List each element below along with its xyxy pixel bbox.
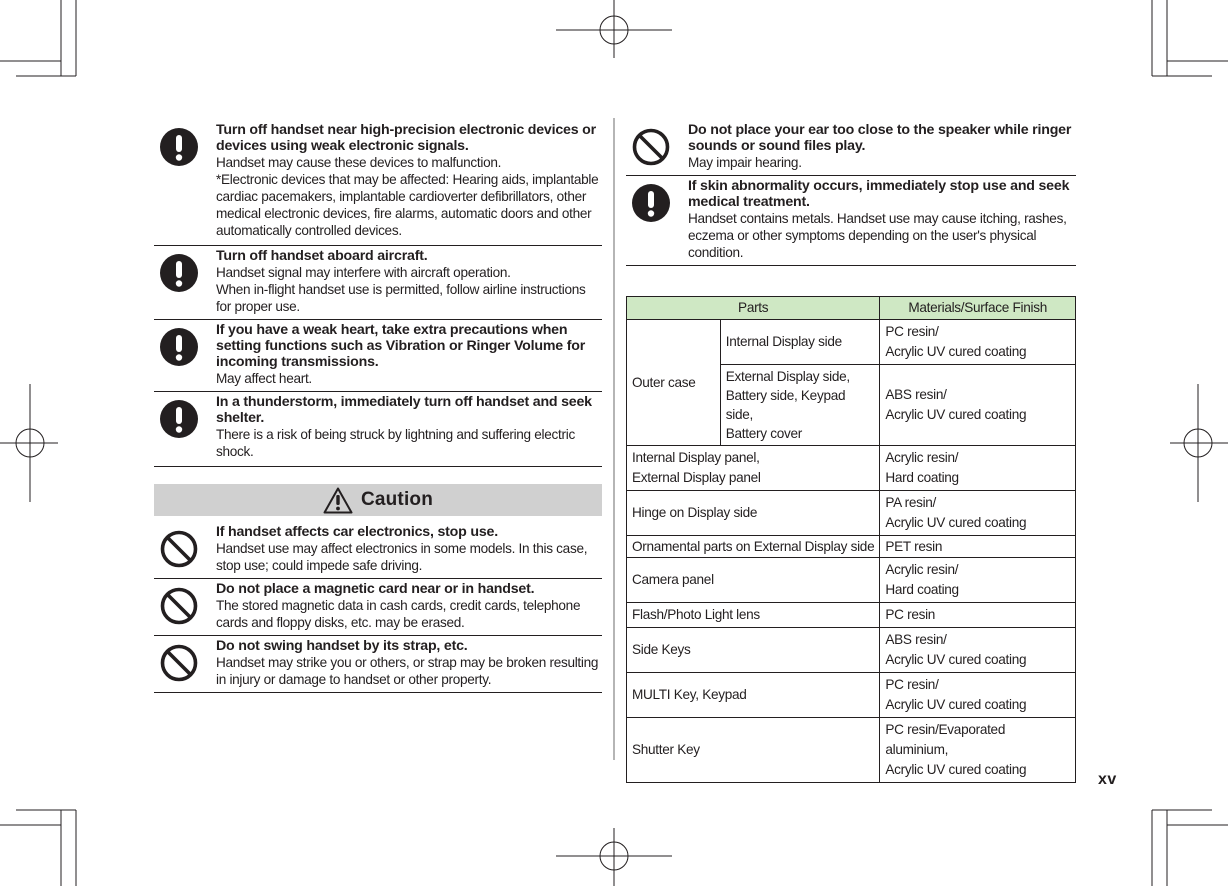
material-line: Acrylic UV cured coating: [885, 697, 1027, 712]
material-line: PC resin/Evaporated aluminium,: [885, 722, 1006, 757]
material-cell: [880, 628, 1076, 673]
part-line: Battery side, Keypad side,: [725, 388, 846, 422]
material-line: Acrylic UV cured coating: [885, 407, 1027, 422]
material-line: Acrylic UV cured coating: [885, 515, 1027, 530]
page-number: xv: [1098, 771, 1117, 788]
material-line: Acrylic UV cured coating: [885, 344, 1027, 359]
part-cell: MULTI Key, Keypad: [627, 673, 880, 718]
item-body: Handset may cause these devices to malfunction.: [216, 155, 502, 170]
item-note: *Electronic devices that may be affected: Hearing aids, implantable cardiac pacemakers, implantable cardioverter defibrillators, other medical electronic devices, fire alarms, automatic doors and other automatically controlled devices.: [216, 172, 599, 238]
part-cell: Camera panel: [627, 558, 880, 603]
prohibited-icon: [160, 644, 198, 682]
part-line: Battery cover: [725, 426, 802, 441]
table-row: [627, 603, 1076, 628]
item-title: Turn off handset near high-precision electronic devices or devices using weak electronic signals.: [216, 122, 596, 154]
table-row: [627, 628, 1076, 673]
prohibited-icon: [160, 530, 198, 568]
column-divider: [613, 118, 615, 760]
warning-item: [154, 120, 602, 246]
material-cell: [880, 558, 1076, 603]
warning-triangle-icon: [323, 487, 353, 514]
table-row: [627, 558, 1076, 603]
material-cell: [880, 718, 1076, 783]
item-title: In a thunderstorm, immediately turn off handset and seek shelter.: [216, 394, 592, 426]
part-cell: Side Keys: [627, 628, 880, 673]
item-body: Handset contains metals. Handset use may cause itching, rashes, eczema or other symptoms depending on the user's physical condition.: [688, 211, 1067, 260]
item-body: The stored magnetic data in cash cards, credit cards, telephone cards and floppy disks, etc. may be erased.: [216, 598, 581, 630]
material-cell: PET resin: [880, 536, 1076, 558]
warning-item: [154, 246, 602, 320]
material-cell: [880, 320, 1076, 365]
item-title: Do not place a magnetic card near or in handset.: [216, 581, 535, 597]
header-materials: Materials/Surface Finish: [880, 297, 1076, 320]
table-row: [627, 718, 1076, 783]
material-line: ABS resin/: [885, 387, 947, 402]
prohibited-icon: [160, 587, 198, 625]
part-cell: Internal Display side: [720, 320, 880, 365]
material-line: PA resin/: [885, 495, 937, 510]
item-title: Turn off handset aboard aircraft.: [216, 248, 428, 264]
item-body: There is a risk of being struck by lightning and suffering electric shock.: [216, 427, 575, 459]
left-column: [154, 120, 602, 693]
item-title: Do not swing handset by its strap, etc.: [216, 638, 468, 654]
part-cell: Ornamental parts on External Display side: [627, 536, 880, 558]
part-cell: [720, 365, 880, 446]
caution-item: [154, 522, 602, 579]
part-line: External Display side,: [725, 369, 850, 384]
caution-label: Caution: [360, 489, 434, 510]
part-line: External Display panel: [632, 470, 761, 485]
table-row: [627, 446, 1076, 491]
part-cell: Flash/Photo Light lens: [627, 603, 880, 628]
material-line: ABS resin/: [885, 632, 947, 647]
item-body: May impair hearing.: [688, 155, 802, 170]
table-row: [627, 320, 1076, 365]
material-line: Acrylic resin/: [885, 450, 959, 465]
item-title: If handset affects car electronics, stop use.: [216, 524, 498, 540]
item-title: If you have a weak heart, take extra precautions when setting functions such as Vibration or Ringer Volume for incoming transmissions.: [216, 322, 586, 370]
material-line: PC resin/: [885, 324, 939, 339]
caution-item: [626, 176, 1076, 266]
material-cell: [880, 491, 1076, 536]
exclamation-icon: [160, 400, 198, 438]
warning-item: [154, 320, 602, 392]
material-line: Hard coating: [885, 470, 959, 485]
item-title: Do not place your ear too close to the speaker while ringer sounds or sound files play.: [688, 122, 1072, 154]
part-line: Internal Display panel,: [632, 450, 760, 465]
caution-item: [154, 636, 602, 693]
material-line: Acrylic UV cured coating: [885, 762, 1027, 777]
exclamation-icon: [160, 254, 198, 292]
prohibited-icon: [632, 128, 670, 166]
part-cell: Shutter Key: [627, 718, 880, 783]
table-row: [627, 491, 1076, 536]
material-line: Hard coating: [885, 582, 959, 597]
material-line: Acrylic UV cured coating: [885, 652, 1027, 667]
table-header-row: [627, 297, 1076, 320]
exclamation-icon: [160, 128, 198, 166]
material-cell: [880, 446, 1076, 491]
part-cell: Hinge on Display side: [627, 491, 880, 536]
material-cell: PC resin: [880, 603, 1076, 628]
exclamation-icon: [160, 328, 198, 366]
exclamation-icon: [632, 184, 670, 222]
header-parts: Parts: [627, 297, 880, 320]
caution-item: [626, 120, 1076, 176]
right-column: [626, 120, 1076, 266]
material-cell: [880, 673, 1076, 718]
part-cell: [627, 446, 880, 491]
item-title: If skin abnormality occurs, immediately stop use and seek medical treatment.: [688, 178, 1070, 210]
material-cell: [880, 365, 1076, 446]
warning-item: [154, 392, 602, 467]
outer-case-cell: Outer case: [627, 320, 721, 446]
table-row: [627, 536, 1076, 558]
material-line: PC resin/: [885, 677, 939, 692]
item-body: May affect heart.: [216, 371, 312, 386]
item-note: When in-flight handset use is permitted, follow airline instructions for proper use.: [216, 282, 586, 314]
item-body: Handset signal may interfere with aircraft operation.: [216, 265, 511, 280]
item-body: Handset use may affect electronics in some models. In this case, stop use; could impede safe driving.: [216, 541, 588, 573]
item-body: Handset may strike you or others, or strap may be broken resulting in injury or damage to handset or other property.: [216, 655, 599, 687]
caution-header: [154, 484, 602, 516]
material-line: Acrylic resin/: [885, 562, 959, 577]
table-row: [627, 673, 1076, 718]
caution-item: [154, 579, 602, 636]
materials-table: [626, 296, 1076, 783]
